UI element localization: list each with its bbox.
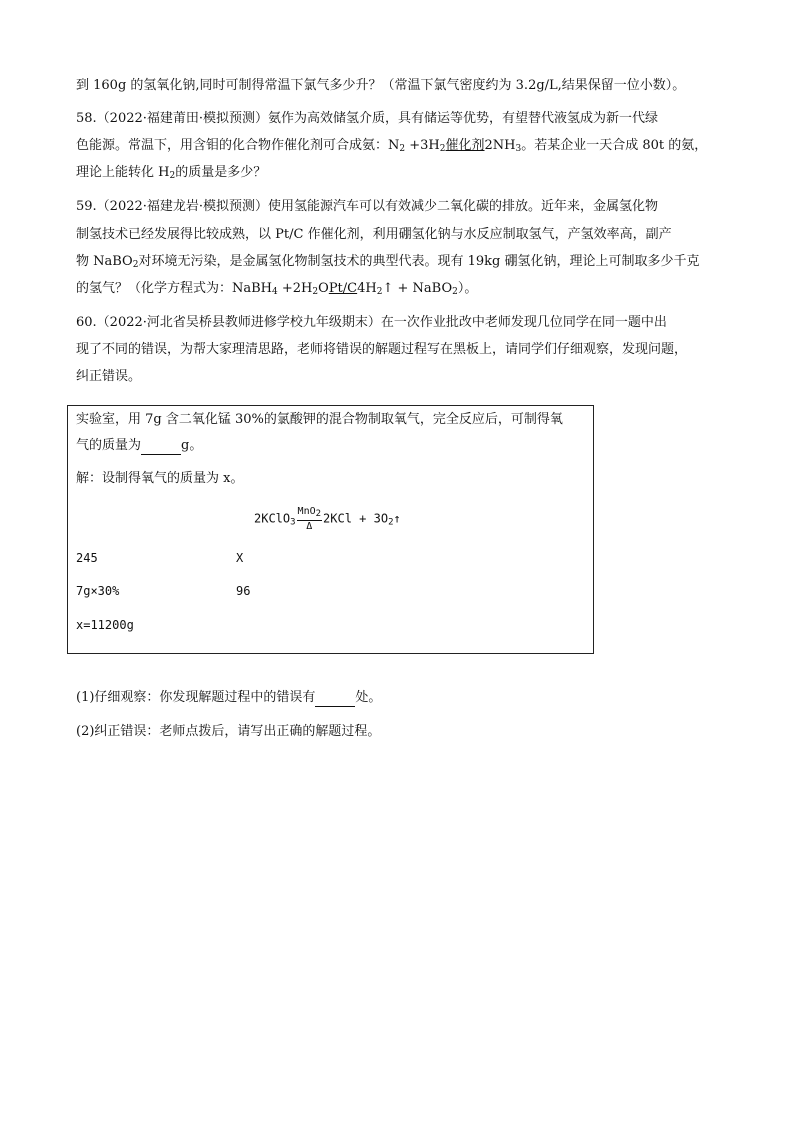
blackboard-box (67, 405, 594, 654)
q59-line4-text: +2H (277, 281, 313, 296)
ratio-row1-right: X (236, 551, 244, 565)
q58-line1: 58.（2022·福建莆田·模拟预测）氨作为高效储氢介质，具有储运等优势，有望替代液氢成为新一代绿 (76, 111, 659, 126)
part1-text: 处。 (355, 690, 382, 705)
q58-line2-text: 。若某企业一天合成 80t 的氨， (521, 138, 708, 153)
box-problem-text: 气的质量为 (76, 438, 142, 453)
q58-line3-text: 理论上能转化 H (76, 165, 170, 180)
heat-symbol: Δ (306, 521, 313, 532)
box-solution-intro: 解：设制得氧气的质量为 x。 (76, 471, 244, 486)
box-problem-line2 (76, 437, 202, 455)
reaction-condition: 催化剂 (445, 138, 485, 153)
q59-line4-text: ）。 (457, 281, 478, 296)
subscript: 3 (515, 144, 522, 154)
part2-line: (2)纠正错误：老师点拨后，请写出正确的解题过程。 (76, 724, 381, 739)
ratio-row2-right: 96 (236, 584, 251, 598)
subscript: 2 (312, 287, 319, 297)
box-problem-line1: 实验室，用 7g 含二氧化锰 30%的氯酸钾的混合物制取氧气，完全反应后，可制得氧 (76, 412, 563, 427)
q58-line3 (76, 164, 266, 185)
equation-products: 2KCl + 3O (323, 511, 389, 526)
subscript: 2 (376, 287, 383, 297)
subscript: 2 (452, 287, 458, 297)
result-line: x=11200g (76, 618, 134, 632)
q59-line3-text: 对环境无污染，是金属氢化物制氢技术的典型代表。现有 19kg 硼氢化钠，理论上可制取多少千克 (138, 254, 700, 269)
subscript: 2 (399, 144, 406, 154)
ratio-row1-left: 245 (76, 551, 98, 565)
box-problem-text: g。 (181, 438, 203, 453)
subscript: 2 (315, 509, 322, 519)
q58-line3-text: 的质量是多少？ (175, 165, 267, 180)
answer-blank[interactable] (141, 440, 181, 455)
subscript: 2 (439, 144, 446, 154)
q59-line4 (76, 280, 477, 301)
q58-line2-text: 色能源。常温下，用含钼的化合物作催化剂可合成氨：N (76, 138, 400, 153)
reaction-condition (297, 506, 322, 532)
q59-line4-text: ↑ + NaBO (382, 281, 453, 296)
q58-line2-text: +3H (405, 138, 440, 153)
q59-line1: 59.（2022·福建龙岩·模拟预测）使用氢能源汽车可以有效减少二氧化碳的排放。近年来，金属氢化物 (76, 199, 659, 214)
q59-line4-text: 的氢气？（化学方程式为：NaBH (76, 281, 273, 296)
subscript: 2 (388, 517, 394, 528)
q60-line1: 60.（2022·河北省吴桥县教师进修学校九年级期末）在一次作业批改中老师发现几位同学在同一题中出 (76, 315, 667, 330)
q59-line3 (76, 253, 699, 274)
subscript: 3 (290, 517, 296, 528)
part1-text: (1)仔细观察：你发现解题过程中的错误有 (76, 690, 316, 705)
gas-arrow-icon: ↑ (393, 511, 401, 526)
catalyst-label: MnO (297, 506, 316, 517)
subscript: 4 (272, 287, 278, 297)
q59-line4-text: 4H (357, 281, 377, 296)
equation-reactant: 2KClO (254, 511, 291, 526)
subscript: 2 (169, 171, 176, 181)
ratio-row2-left: 7g×30% (76, 584, 120, 598)
q58-line2 (76, 137, 707, 158)
reaction-condition: Pt/C (328, 281, 358, 296)
subscript: 2 (132, 260, 139, 270)
q59-line4-text: O (318, 281, 329, 296)
chemical-equation (254, 506, 401, 532)
part1-line (76, 689, 381, 707)
q59-line2: 制氢技术已经发展得比较成熟，以 Pt/C 作催化剂，利用硼氢化钠与水反应制取氢气，产氢效率高，副产 (76, 227, 672, 242)
answer-blank[interactable] (315, 692, 355, 707)
q59-line3-text: 物 NaBO (76, 254, 133, 269)
q57-tail-text: 到 160g 的氢氧化钠,同时可制得常温下氯气多少升？（常温下氯气密度约为 3.2g/L,结果保留一位小数）。 (76, 78, 686, 93)
q60-line2: 现了不同的错误，为帮大家理清思路，老师将错误的解题过程写在黑板上，请同学们仔细观察，发现问题， (76, 342, 688, 357)
q60-line3: 纠正错误。 (76, 369, 142, 384)
q58-line2-text: 2NH (484, 138, 516, 153)
